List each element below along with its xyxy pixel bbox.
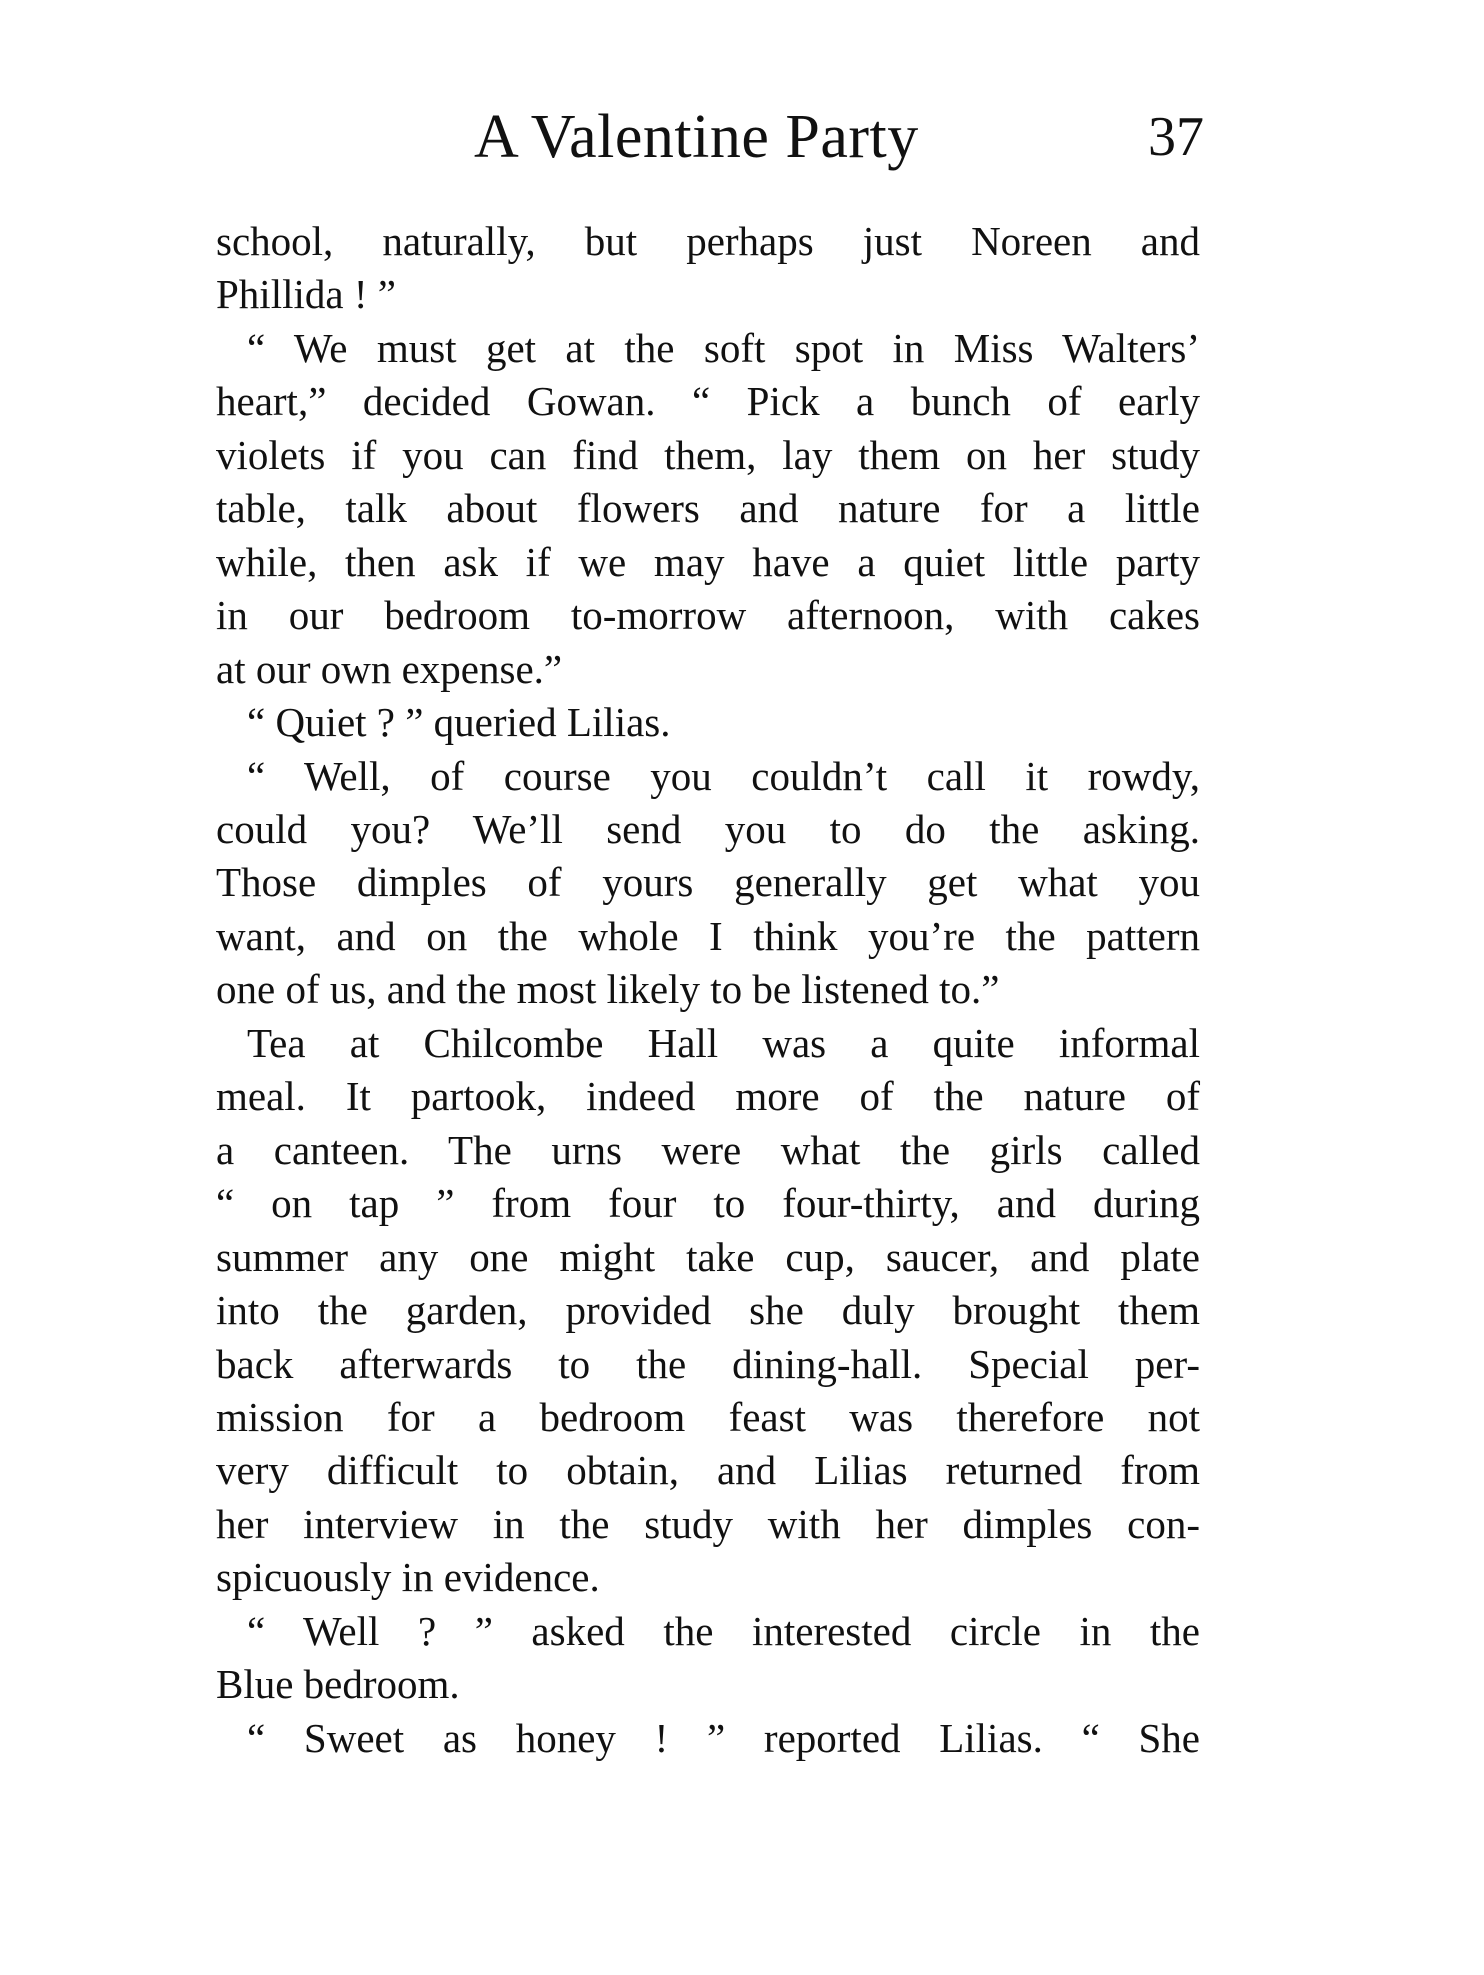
text-line: school, naturally, but perhaps just Noreen and [216,218,1200,264]
text-line: into the garden, provided she duly brought them [216,1287,1200,1334]
text-line: while, then ask if we may have a quiet little party [216,538,1200,585]
text-line: Phillida ! ” [216,271,396,318]
text-line: summer any one might take cup, saucer, and plate [216,1233,1200,1280]
text-line: violets if you can find them, lay them on her study [216,431,1200,478]
text-line: one of us, and the most likely to be listened to.” [216,966,1000,1013]
text-line: “ Sweet as honey ! ” reported Lilias. “ She [247,1714,1200,1761]
text-line: in our bedroom to-morrow afternoon, with cakes [216,592,1200,639]
page-number: 37 [1148,106,1204,168]
text-line: “ on tap ” from four to four-thirty, and during [216,1180,1200,1227]
text-line: spicuously in evidence. [216,1554,600,1601]
running-header-title: A Valentine Party [474,103,919,171]
text-line: table, talk about flowers and nature for a little [216,485,1200,532]
text-line: Tea at Chilcombe Hall was a quite informal [247,1019,1200,1066]
text-line: at our own expense.” [216,645,563,692]
text-line: “ Quiet ? ” queried Lilias. [247,699,671,746]
text-line: “ Well, of course you couldn’t call it rowdy, [247,752,1200,799]
text-line: very difficult to obtain, and Lilias returned from [216,1447,1200,1494]
body-text [216,215,1200,1765]
text-line: her interview in the study with her dimples con- [216,1500,1200,1547]
text-line: back afterwards to the dining-hall. Special per- [216,1340,1200,1387]
text-line: meal. It partook, indeed more of the nature of [216,1073,1200,1120]
text-line: Those dimples of yours generally get what you [216,859,1200,906]
text-line: “ Well ? ” asked the interested circle in the [247,1607,1200,1654]
text-line: Blue bedroom. [216,1661,460,1708]
text-line: want, and on the whole I think you’re the pattern [216,912,1200,959]
text-line: heart,” decided Gowan. “ Pick a bunch of early [216,378,1200,425]
text-line: “ We must get at the soft spot in Miss Walters’ [247,324,1200,371]
text-line: could you? We’ll send you to do the asking. [216,805,1200,852]
text-line: a canteen. The urns were what the girls called [216,1126,1200,1173]
text-line: mission for a bedroom feast was therefore not [216,1393,1200,1440]
